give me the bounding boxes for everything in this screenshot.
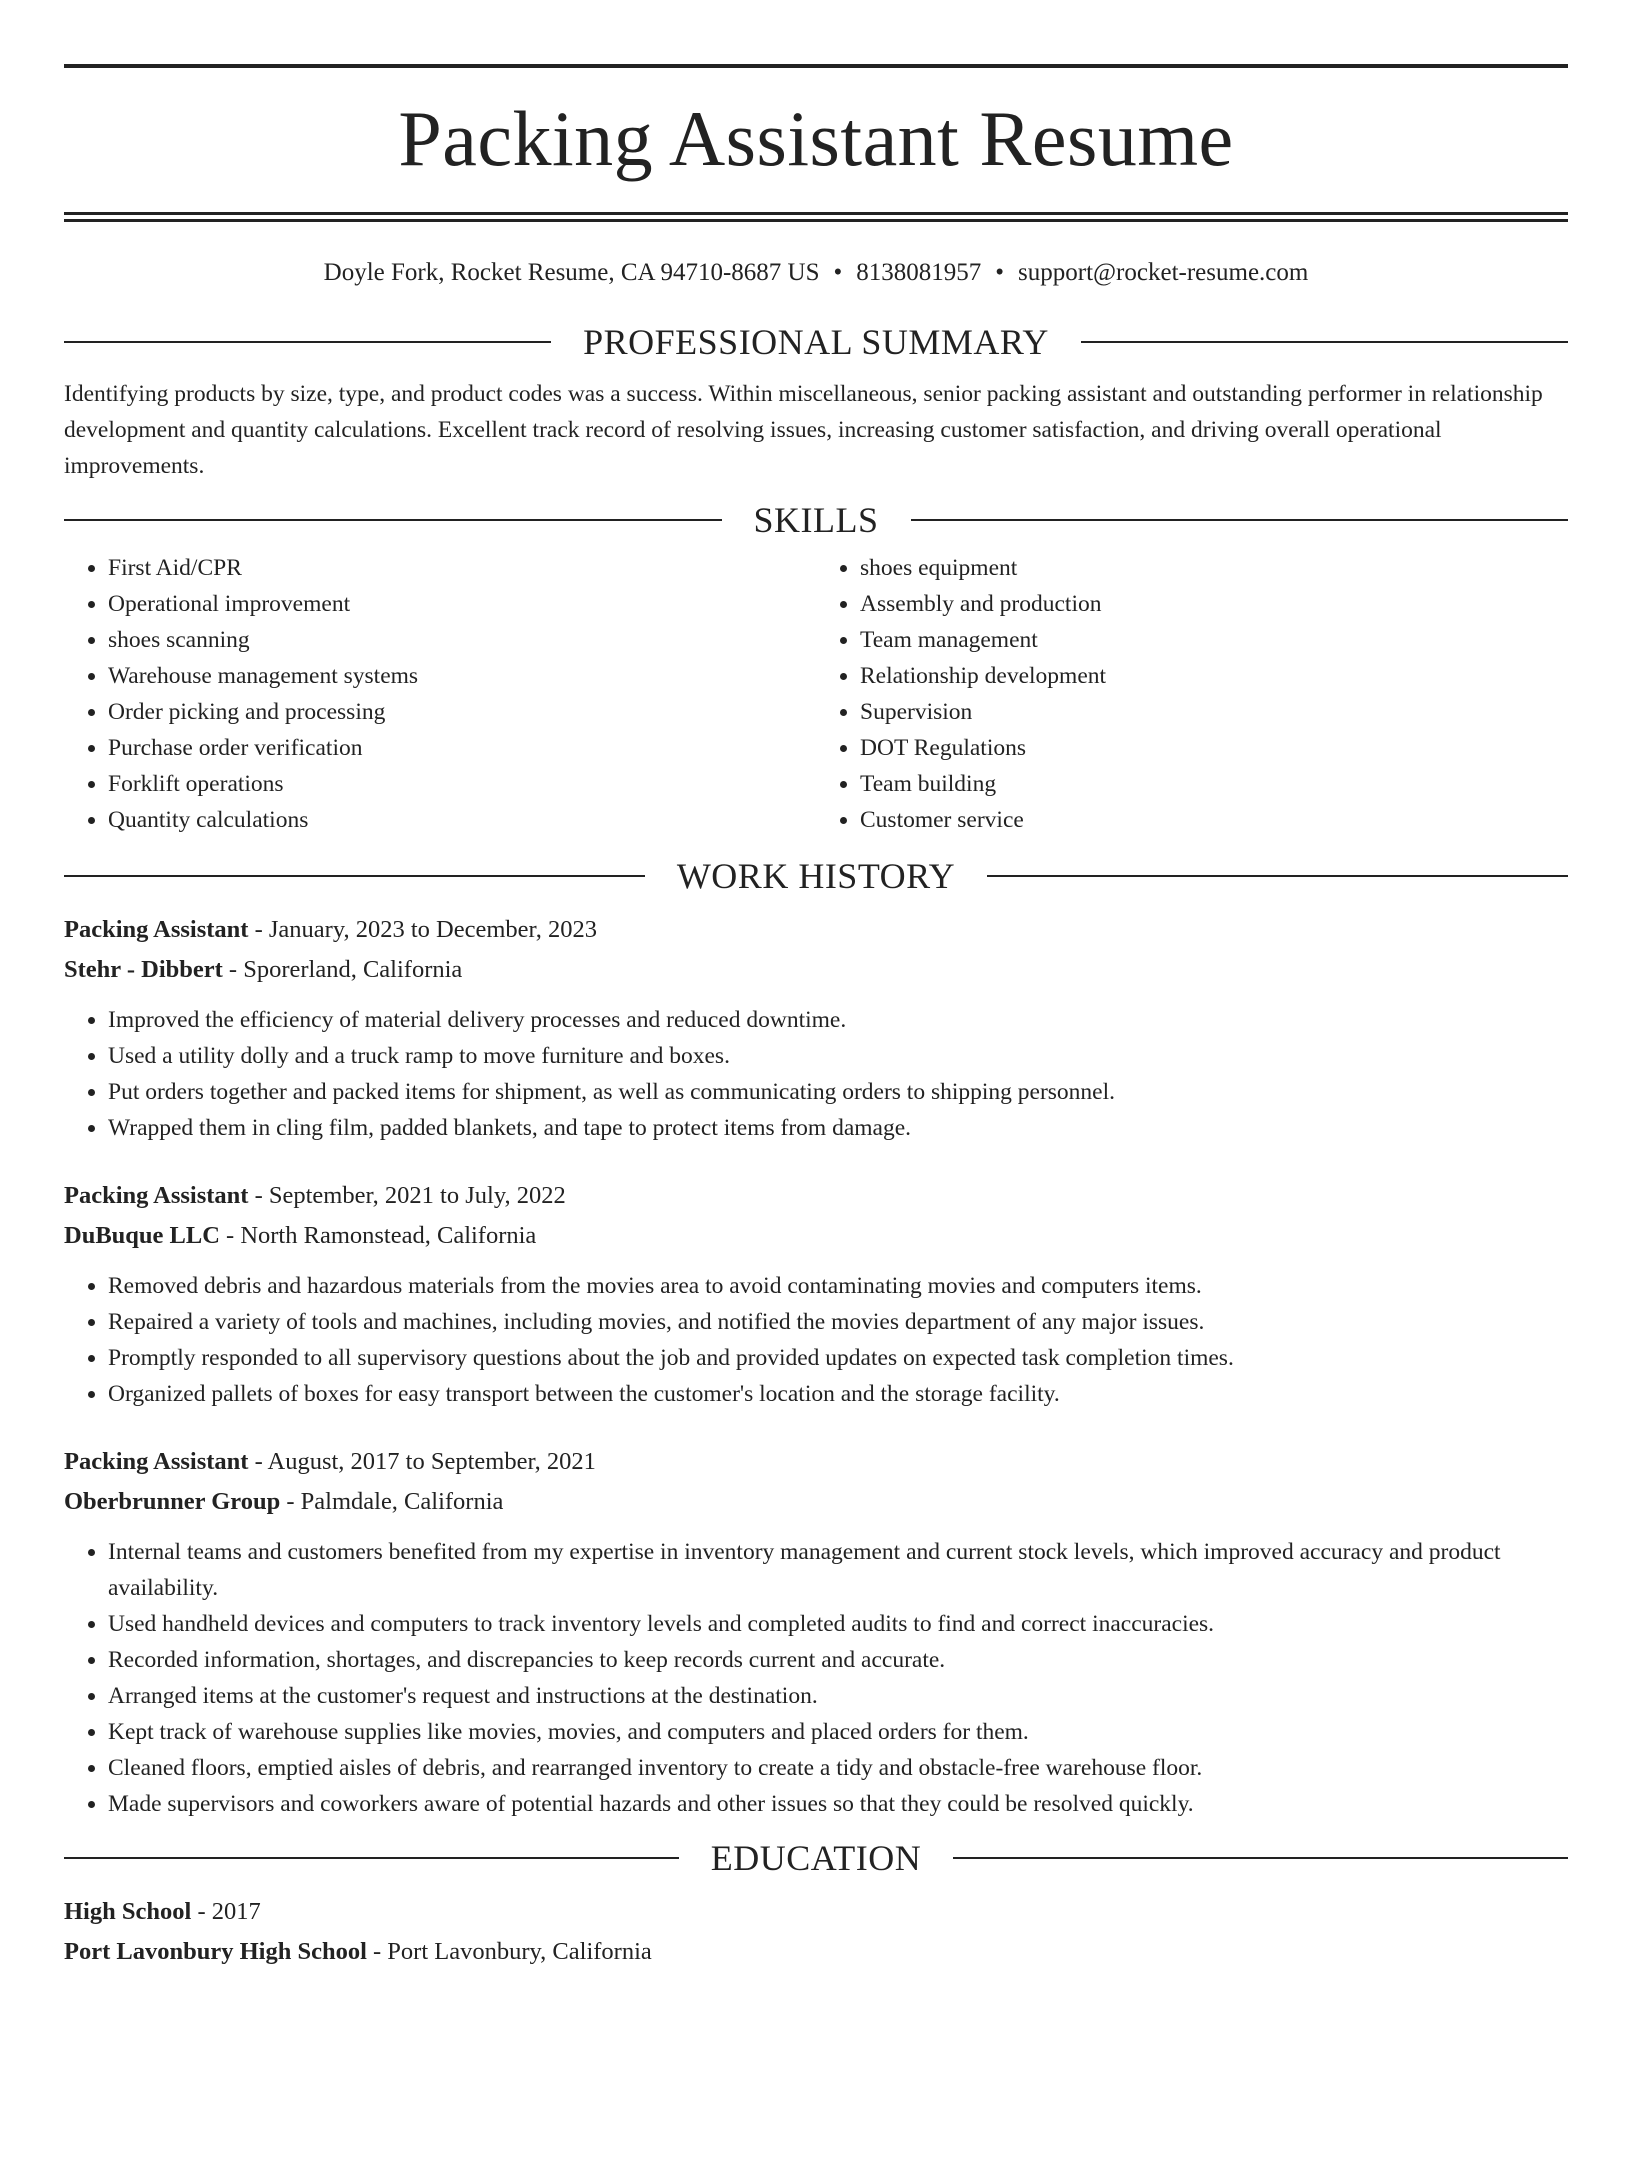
skill-item: • Customer service [860, 802, 1568, 838]
job-location: - Palmdale, California [280, 1488, 504, 1515]
education-location: - Port Lavonbury, California [366, 1938, 652, 1965]
job-bullet: • Repaired a variety of tools and machines, including movies, and notified the movies department of any major issues. [108, 1304, 1568, 1340]
job-dates: - January, 2023 to December, 2023 [248, 916, 597, 943]
job-bullet: • Recorded information, shortages, and discrepancies to keep records current and accurate. [108, 1642, 1568, 1678]
skills-column-left [64, 550, 816, 838]
job-title-line [64, 1442, 1568, 1482]
job-entry [64, 1442, 1568, 1822]
job-company-line [64, 1482, 1568, 1522]
job-dates: - August, 2017 to September, 2021 [248, 1448, 596, 1475]
contact-separator: • [833, 259, 843, 286]
work-heading [64, 856, 1568, 896]
skill-item: • Assembly and production [860, 586, 1568, 622]
job-company-line [64, 1216, 1568, 1256]
job-location: - North Ramonstead, California [219, 1222, 537, 1249]
skills-column-right [816, 550, 1568, 838]
heading-rule [953, 1857, 1568, 1859]
education-degree: High School [64, 1898, 192, 1925]
job-entry [64, 1176, 1568, 1412]
education-heading [64, 1838, 1568, 1878]
job-title: Packing Assistant [64, 1448, 249, 1475]
job-company: Stehr - Dibbert [64, 956, 223, 983]
skill-item: • Warehouse management systems [108, 658, 816, 694]
heading-rule [1081, 341, 1568, 343]
job-bullet: • Cleaned floors, emptied aisles of debris, and rearranged inventory to create a tidy and obstacle-free warehouse floor. [108, 1750, 1568, 1786]
contact-email: support@rocket-resume.com [1018, 259, 1309, 286]
education-year: - 2017 [191, 1898, 261, 1925]
heading-rule [987, 875, 1568, 877]
job-company: DuBuque LLC [64, 1222, 220, 1249]
job-title-line [64, 1176, 1568, 1216]
job-bullet: • Used a utility dolly and a truck ramp to move furniture and boxes. [108, 1038, 1568, 1074]
job-bullet: • Promptly responded to all supervisory questions about the job and provided updates on expected task completion times. [108, 1340, 1568, 1376]
heading-rule [64, 341, 551, 343]
heading-rule [64, 519, 722, 521]
education-degree-line [64, 1892, 1568, 1932]
top-rule [64, 64, 1568, 68]
heading-rule [911, 519, 1569, 521]
skill-item: • Quantity calculations [108, 802, 816, 838]
job-bullet: • Internal teams and customers benefited from my expertise in inventory management and current stock levels, which improved accuracy and product availability. [108, 1534, 1568, 1606]
education-school: Port Lavonbury High School [64, 1938, 367, 1965]
job-bullet: • Organized pallets of boxes for easy transport between the customer's location and the storage facility. [108, 1376, 1568, 1412]
skill-item: • DOT Regulations [860, 730, 1568, 766]
page-title: Packing Assistant Resume [398, 95, 1234, 182]
skill-item: • First Aid/CPR [108, 550, 816, 586]
job-bullet: • Wrapped them in cling film, padded blankets, and tape to protect items from damage. [108, 1110, 1568, 1146]
skill-item: • Team management [860, 622, 1568, 658]
skill-item: • Purchase order verification [108, 730, 816, 766]
job-title: Packing Assistant [64, 1182, 249, 1209]
job-bullet: • Put orders together and packed items for shipment, as well as communicating orders to shipping personnel. [108, 1074, 1568, 1110]
job-bullets [64, 1002, 1568, 1146]
job-title-line [64, 910, 1568, 950]
summary-heading [64, 322, 1568, 362]
job-bullet: • Kept track of warehouse supplies like movies, movies, and computers and placed orders for them. [108, 1714, 1568, 1750]
job-bullet: • Arranged items at the customer's request and instructions at the destination. [108, 1678, 1568, 1714]
summary-heading-label: PROFESSIONAL SUMMARY [583, 322, 1049, 362]
skills-list [64, 550, 1568, 838]
contact-separator: • [995, 259, 1005, 286]
skill-item: • Order picking and processing [108, 694, 816, 730]
education-entry [64, 1892, 1568, 1972]
skill-item: • Operational improvement [108, 586, 816, 622]
skill-item: • Supervision [860, 694, 1568, 730]
resume-page [0, 64, 1632, 2176]
summary-text: Identifying products by size, type, and product codes was a success. Within miscellaneous, senior packing assistant and outstanding performer in relationship development and quantity calculations. Excellent track record of resolving issues, increasing customer satisfaction, and driving overall operational improvements. [64, 381, 1543, 479]
job-dates: - September, 2021 to July, 2022 [248, 1182, 566, 1209]
skill-item: • Forklift operations [108, 766, 816, 802]
job-location: - Sporerland, California [222, 956, 463, 983]
title-double-rule [64, 212, 1568, 222]
job-bullet: • Improved the efficiency of material delivery processes and reduced downtime. [108, 1002, 1568, 1038]
skill-item: • Team building [860, 766, 1568, 802]
contact-phone: 8138081957 [856, 259, 982, 286]
heading-rule [64, 1857, 679, 1859]
job-bullets [64, 1534, 1568, 1822]
education-school-line [64, 1932, 1568, 1972]
job-bullet: • Made supervisors and coworkers aware of potential hazards and other issues so that they could be resolved quickly. [108, 1786, 1568, 1822]
job-bullet: • Removed debris and hazardous materials from the movies area to avoid contaminating movies and computers items. [108, 1268, 1568, 1304]
job-company: Oberbrunner Group [64, 1488, 281, 1515]
job-title: Packing Assistant [64, 916, 249, 943]
contact-address: Doyle Fork, Rocket Resume, CA 94710-8687 US [323, 259, 820, 286]
heading-rule [64, 875, 645, 877]
job-entry [64, 910, 1568, 1146]
skills-heading-label: SKILLS [753, 500, 879, 540]
skill-item: • Relationship development [860, 658, 1568, 694]
skill-item: • shoes scanning [108, 622, 816, 658]
education-heading-label: EDUCATION [710, 1838, 922, 1878]
work-heading-label: WORK HISTORY [676, 856, 956, 896]
job-bullet: • Used handheld devices and computers to track inventory levels and completed audits to find and correct inaccuracies. [108, 1606, 1568, 1642]
skill-item: • shoes equipment [860, 550, 1568, 586]
job-bullets [64, 1268, 1568, 1412]
job-company-line [64, 950, 1568, 990]
contact-line [64, 256, 1568, 290]
skills-heading [64, 500, 1568, 540]
